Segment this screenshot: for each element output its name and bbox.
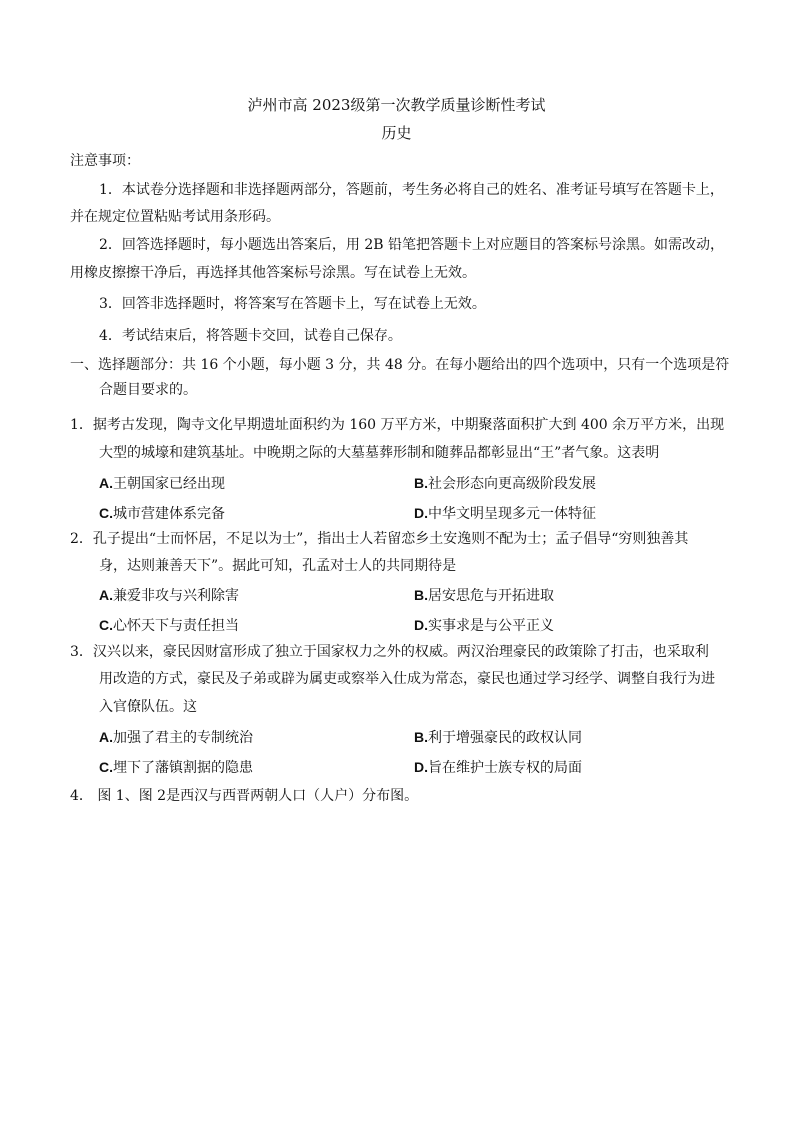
question-3-line-1: 3．汉兴以来，豪民因财富形成了独立于国家权力之外的权威。两汉治理豪民的政策除了打击，也采取利 <box>70 644 709 660</box>
exam-title: 泸州市高 2023级第一次教学质量诊断性考试 <box>247 96 546 114</box>
notice-item-2-line-2: 用橡皮擦擦干净后，再选择其他答案标号涂黑。写在试卷上无效。 <box>70 265 476 281</box>
notice-item-1-line-1: 1．本试卷分选择题和非选择题两部分，答题前，考生务必将自己的姓名、准考证号填写在答题卡上， <box>99 182 724 198</box>
section-1-line-1: 一、选择题部分：共 16 个小题，每小题 3 分，共 48 分。在每小题给出的四个选项中，只有一个选项是符 <box>70 357 730 373</box>
question-1-option-d: D.中华文明呈现多元一体特征 <box>414 505 596 522</box>
notice-item-4: 4．考试结束后，将答题卡交回，试卷自己保存。 <box>99 328 402 344</box>
question-1-option-b: B.社会形态向更高级阶段发展 <box>414 475 596 492</box>
question-3-option-a: A.加强了君主的专制统治 <box>99 729 253 746</box>
question-2-option-a: A.兼爱非攻与兴利除害 <box>99 587 239 604</box>
question-1-option-c: C.城市营建体系完备 <box>99 505 225 522</box>
question-3-option-c: C.埋下了藩镇割据的隐患 <box>99 759 253 776</box>
question-1-line-1: 1．据考古发现，陶寺文化早期遗址面积约为 160 万平方米，中期聚落面积扩大到 400 余万平方米，出现 <box>70 417 725 433</box>
question-1-line-2: 大型的城壕和建筑基址。中晚期之际的大墓墓葬形制和随葬品都彰显出“王”者气象。这表明 <box>99 445 660 461</box>
notice-heading: 注意事项： <box>70 153 140 169</box>
question-4-line-1: 4． 图 1、图 2是西汉与西晋两朝人口（人户）分布图。 <box>70 788 419 804</box>
notice-item-3: 3．回答非选择题时，将答案写在答题卡上，写在试卷上无效。 <box>99 296 486 312</box>
question-3-option-b: B.利于增强豪民的政权认同 <box>414 729 582 746</box>
question-1-option-a: A.王朝国家已经出现 <box>99 475 225 492</box>
section-1-line-2: 合题目要求的。 <box>99 382 197 398</box>
notice-item-1-line-2: 并在规定位置粘贴考试用条形码。 <box>70 209 280 225</box>
question-3-option-d: D.旨在维护士族专权的局面 <box>414 759 582 776</box>
notice-item-2-line-1: 2．回答选择题时，每小题选出答案后，用 2B 铅笔把答题卡上对应题目的答案标号涂黑。如需改动， <box>99 237 725 253</box>
question-3-line-3: 入官僚队伍。这 <box>99 699 197 715</box>
question-3-line-2: 用改造的方式，豪民及子弟或辟为属吏或察举入仕成为常态，豪民也通过学习经学、调整自我行为进 <box>99 671 715 687</box>
question-2-option-c: C.心怀天下与责任担当 <box>99 617 239 634</box>
subject-title: 历史 <box>381 124 412 142</box>
question-2-option-d: D.实事求是与公平正义 <box>414 617 554 634</box>
question-2-line-1: 2．孔子提出“士而怀居，不足以为士”，指出士人若留恋乡土安逸则不配为士；孟子倡导“穷则独善其 <box>70 531 689 547</box>
question-2-line-2: 身，达则兼善天下”。据此可知，孔孟对士人的共同期待是 <box>99 558 457 574</box>
question-2-option-b: B.居安思危与开拓进取 <box>414 587 554 604</box>
